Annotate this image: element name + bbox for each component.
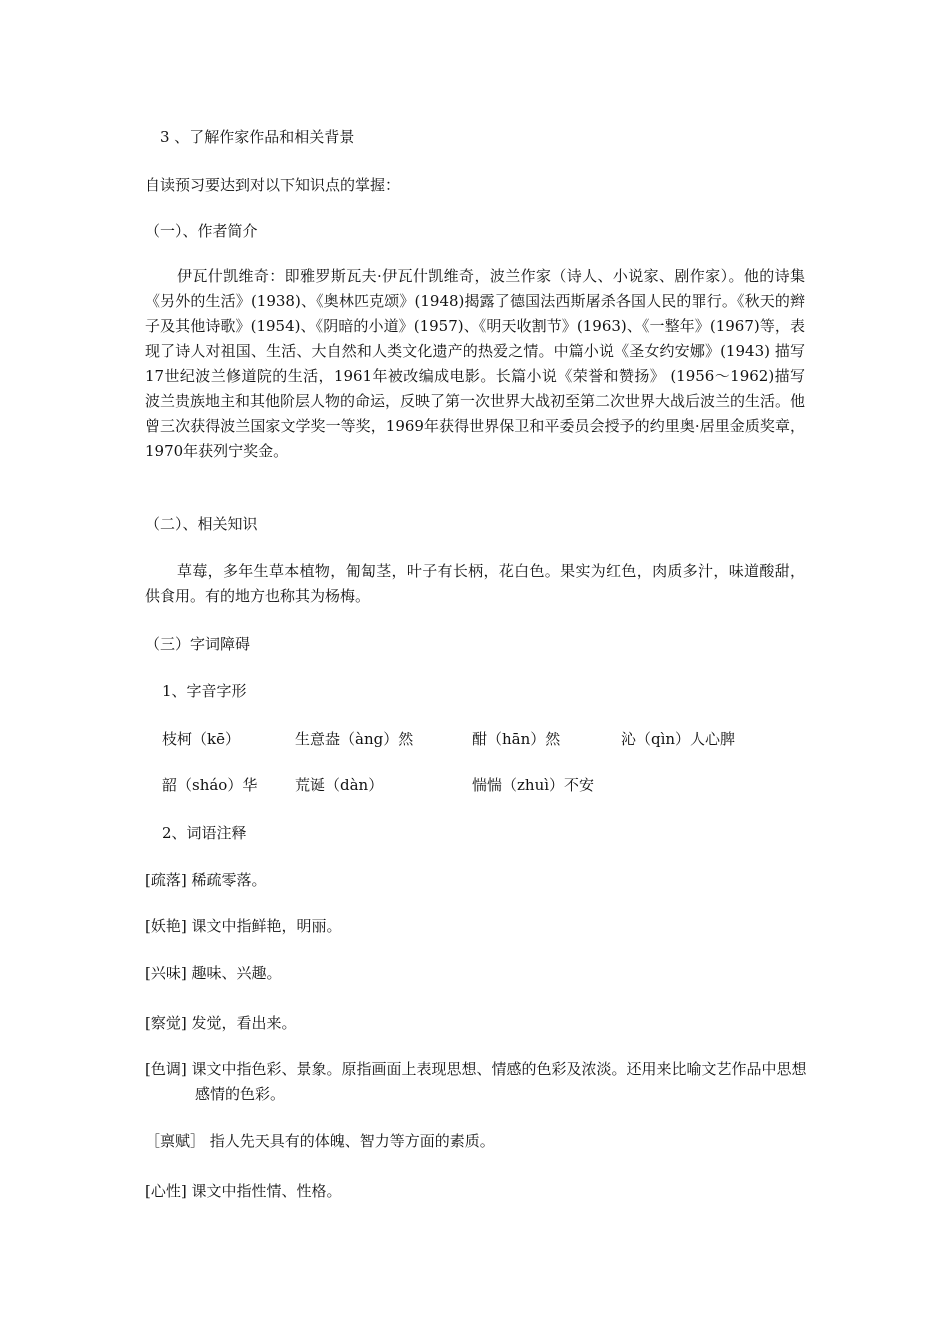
intro-text: 自读预习要达到对以下知识点的掌握：: [145, 176, 401, 194]
glossary-entry: [145, 1179, 810, 1204]
glossary-definition: 稀疏零落。: [191, 871, 267, 889]
glossary-term: ［禀赋］: [145, 1132, 206, 1150]
glossary-entry: [145, 1011, 810, 1036]
glossary-term: [色调]: [145, 1060, 187, 1078]
subsection-glossary: 2、词语注释: [162, 824, 247, 842]
glossary-definition: 趣味、兴趣。: [191, 964, 282, 982]
word-item: 酣（hān）然: [472, 730, 561, 748]
section-knowledge-title: （二）、相关知识: [145, 515, 258, 533]
word-item: 枝柯（kē）: [162, 730, 240, 748]
glossary-entry: [145, 914, 810, 939]
glossary-definition: 课文中指色彩、景象。原指画面上表现思想、情感的色彩及浓淡。还用来比喻文艺作品中思想感情的色彩。: [191, 1060, 807, 1103]
word-item: 沁（qìn）人心脾: [621, 730, 736, 748]
heading-author-background: 3 、了解作家作品和相关背景: [160, 128, 355, 146]
glossary-entry: [145, 868, 810, 893]
knowledge-paragraph: 草莓，多年生草本植物，匍匐茎，叶子有长柄，花白色。果实为红色，肉质多汁，味道酸甜，供食用。有的地方也称其为杨梅。: [145, 562, 805, 605]
glossary-entry: [145, 1057, 810, 1107]
word-item: 生意盎（àng）然: [295, 730, 414, 748]
glossary-entry: [145, 1129, 810, 1154]
glossary-entry: [145, 961, 810, 986]
section-author-title: （一）、作者简介: [145, 222, 258, 240]
glossary-definition: 发觉，看出来。: [191, 1014, 297, 1032]
glossary-term: [疏落]: [145, 871, 187, 889]
glossary-term: [察觉]: [145, 1014, 187, 1032]
glossary-definition: 课文中指性情、性格。: [191, 1182, 342, 1200]
glossary-term: [心性]: [145, 1182, 187, 1200]
glossary-definition: 课文中指鲜艳，明丽。: [191, 917, 342, 935]
subsection-pronunciation: 1、字音字形: [162, 682, 247, 700]
section-vocab-title: （三）字词障碍: [145, 635, 251, 653]
author-paragraph: 伊瓦什凯维奇：即雅罗斯瓦夫·伊瓦什凯维奇，波兰作家（诗人、小说家、剧作家）。他的诗集《另外的生活》(1938)、《奥林匹克颂》(1948)揭露了德国法西斯屠杀各国人民的罪行。《秋天的辫子及其他诗歌》(1954)、《阴暗的小道》(1957)、《明天收割节》(1963)、《一整年》(1967)等，表现了诗人对祖国、生活、大自然和人类文化遗产的热爱之情。中篇小说《圣女约安娜》(1943) 描写17世纪波兰修道院的生活，1961年被改编成电影。长篇小说《荣誉和赞扬》 (1956～1962)描写波兰贵族地主和其他阶层人物的命运，反映了第一次世界大战初至第二次世界大战后波兰的生活。他曾三次获得波兰国家文学奖一等奖，1969年获得世界保卫和平委员会授予的约里奥·居里金质奖章，1970年获列宁奖金。: [145, 267, 806, 460]
glossary-definition: 指人先天具有的体魄、智力等方面的素质。: [209, 1132, 495, 1150]
word-item: 荒诞（dàn）: [295, 776, 384, 794]
glossary-term: [妖艳]: [145, 917, 187, 935]
word-item: 韶（sháo）华: [162, 776, 258, 794]
word-item: 惴惴（zhuì）不安: [472, 776, 595, 794]
glossary-term: [兴味]: [145, 964, 187, 982]
